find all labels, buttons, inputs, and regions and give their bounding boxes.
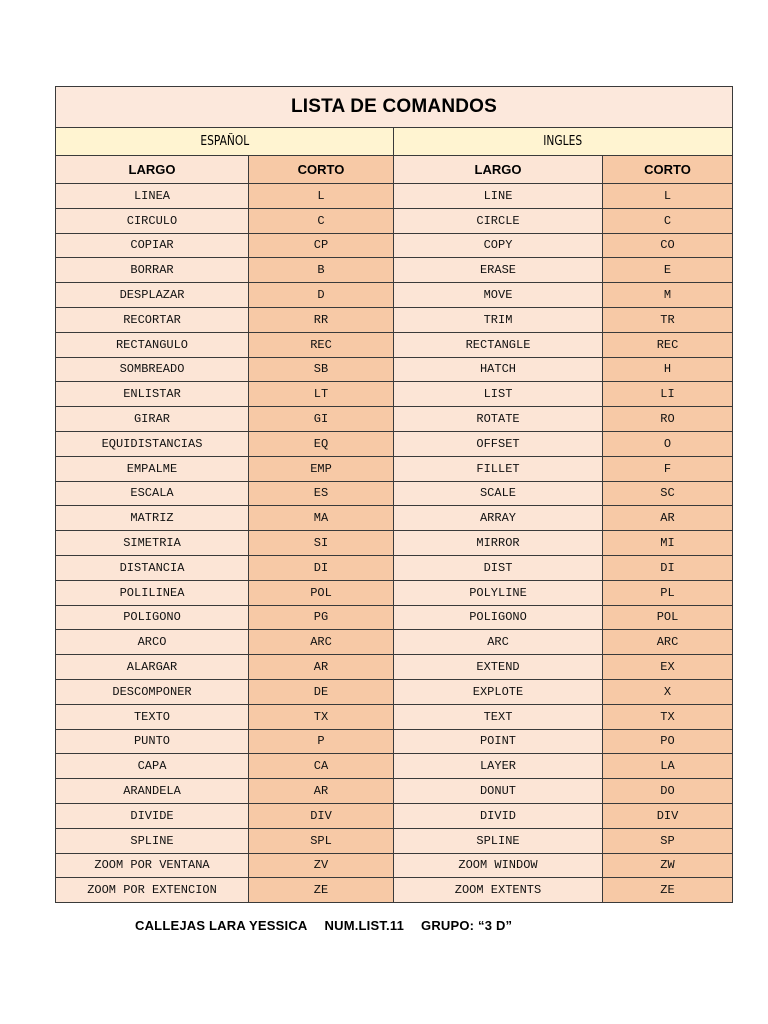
commands-table-body: [56, 87, 733, 903]
footer-group: GRUPO: “3 D”: [421, 918, 513, 933]
spanish-long-cell: ARCO: [56, 630, 249, 655]
table-row: [56, 283, 733, 308]
spanish-long-cell: SPLINE: [56, 828, 249, 853]
spanish-long-cell: LINEA: [56, 184, 249, 209]
table-title: LISTA DE COMANDOS: [56, 87, 733, 128]
english-short-cell: AR: [603, 506, 733, 531]
column-header-row: [56, 156, 733, 184]
english-long-cell: ARC: [394, 630, 603, 655]
english-long-cell: DIST: [394, 555, 603, 580]
table-row: [56, 605, 733, 630]
english-short-cell: PO: [603, 729, 733, 754]
title-row: [56, 87, 733, 128]
english-short-cell: POL: [603, 605, 733, 630]
table-row: [56, 407, 733, 432]
english-long-cell: ARRAY: [394, 506, 603, 531]
english-long-cell: DIVID: [394, 803, 603, 828]
spanish-long-cell: PUNTO: [56, 729, 249, 754]
english-long-cell: POLYLINE: [394, 580, 603, 605]
english-short-cell: REC: [603, 332, 733, 357]
spanish-short-cell: RR: [249, 307, 394, 332]
spanish-short-cell: CP: [249, 233, 394, 258]
english-short-cell: DIV: [603, 803, 733, 828]
table-row: [56, 828, 733, 853]
spanish-long-cell: ENLISTAR: [56, 382, 249, 407]
english-long-cell: POINT: [394, 729, 603, 754]
english-long-cell: ERASE: [394, 258, 603, 283]
spanish-short-cell: ARC: [249, 630, 394, 655]
table-row: [56, 382, 733, 407]
spanish-short-cell: B: [249, 258, 394, 283]
spanish-long-cell: DESPLAZAR: [56, 283, 249, 308]
english-long-cell: ZOOM EXTENTS: [394, 878, 603, 903]
english-short-cell: DO: [603, 779, 733, 804]
english-short-cell: LI: [603, 382, 733, 407]
english-long-cell: ROTATE: [394, 407, 603, 432]
english-short-cell: ZW: [603, 853, 733, 878]
spanish-short-cell: LT: [249, 382, 394, 407]
table-row: [56, 307, 733, 332]
spanish-short-cell: SI: [249, 531, 394, 556]
table-row: [56, 531, 733, 556]
spanish-short-cell: ZV: [249, 853, 394, 878]
table-row: [56, 184, 733, 209]
spanish-short-cell: REC: [249, 332, 394, 357]
spanish-long-cell: CAPA: [56, 754, 249, 779]
spanish-short-cell: ES: [249, 481, 394, 506]
spanish-long-cell: ALARGAR: [56, 655, 249, 680]
english-short-cell: E: [603, 258, 733, 283]
english-long-cell: DONUT: [394, 779, 603, 804]
english-long-cell: OFFSET: [394, 431, 603, 456]
spanish-short-cell: C: [249, 208, 394, 233]
english-long-cell: HATCH: [394, 357, 603, 382]
table-row: [56, 754, 733, 779]
spanish-short-cell: DIV: [249, 803, 394, 828]
english-short-cell: X: [603, 679, 733, 704]
spanish-short-cell: AR: [249, 779, 394, 804]
spanish-long-cell: DIVIDE: [56, 803, 249, 828]
table-row: [56, 357, 733, 382]
table-row: [56, 580, 733, 605]
spanish-long-cell: SOMBREADO: [56, 357, 249, 382]
english-long-cell: SPLINE: [394, 828, 603, 853]
footer-list-number: NUM.LIST.11: [324, 918, 405, 933]
table-row: [56, 233, 733, 258]
language-row: [56, 128, 733, 156]
spanish-long-cell: RECORTAR: [56, 307, 249, 332]
spanish-long-cell: POLILINEA: [56, 580, 249, 605]
table-row: [56, 803, 733, 828]
english-short-cell: F: [603, 456, 733, 481]
english-short-cell: RO: [603, 407, 733, 432]
table-row: [56, 555, 733, 580]
english-long-cell: ZOOM WINDOW: [394, 853, 603, 878]
table-row: [56, 729, 733, 754]
english-long-cell: RECTANGLE: [394, 332, 603, 357]
english-short-cell: SC: [603, 481, 733, 506]
table-row: [56, 853, 733, 878]
table-row: [56, 332, 733, 357]
english-long-cell: MIRROR: [394, 531, 603, 556]
spanish-short-cell: D: [249, 283, 394, 308]
english-long-cell: FILLET: [394, 456, 603, 481]
spanish-long-cell: BORRAR: [56, 258, 249, 283]
spanish-short-cell: TX: [249, 704, 394, 729]
spanish-long-cell: TEXTO: [56, 704, 249, 729]
table-row: [56, 431, 733, 456]
english-short-cell: SP: [603, 828, 733, 853]
english-short-cell: O: [603, 431, 733, 456]
table-row: [56, 456, 733, 481]
table-row: [56, 655, 733, 680]
english-short-cell: H: [603, 357, 733, 382]
spanish-short-cell: SPL: [249, 828, 394, 853]
spanish-long-cell: ZOOM POR EXTENCION: [56, 878, 249, 903]
table-row: [56, 506, 733, 531]
english-long-cell: MOVE: [394, 283, 603, 308]
spanish-long-cell: ZOOM POR VENTANA: [56, 853, 249, 878]
spanish-short-header: CORTO: [249, 156, 394, 184]
spanish-long-cell: MATRIZ: [56, 506, 249, 531]
english-short-cell: CO: [603, 233, 733, 258]
spanish-short-cell: GI: [249, 407, 394, 432]
english-long-cell: LAYER: [394, 754, 603, 779]
spanish-long-cell: ARANDELA: [56, 779, 249, 804]
spanish-long-cell: DISTANCIA: [56, 555, 249, 580]
english-short-cell: TX: [603, 704, 733, 729]
spanish-short-cell: ZE: [249, 878, 394, 903]
spanish-short-cell: MA: [249, 506, 394, 531]
table-row: [56, 878, 733, 903]
spanish-long-cell: ESCALA: [56, 481, 249, 506]
spanish-short-cell: P: [249, 729, 394, 754]
table-row: [56, 630, 733, 655]
english-short-cell: M: [603, 283, 733, 308]
english-short-cell: C: [603, 208, 733, 233]
english-long-header: LARGO: [394, 156, 603, 184]
spanish-short-cell: AR: [249, 655, 394, 680]
spanish-long-cell: GIRAR: [56, 407, 249, 432]
spanish-short-cell: EMP: [249, 456, 394, 481]
spanish-short-cell: CA: [249, 754, 394, 779]
spanish-short-cell: SB: [249, 357, 394, 382]
spanish-short-cell: EQ: [249, 431, 394, 456]
english-short-cell: ZE: [603, 878, 733, 903]
table-row: [56, 208, 733, 233]
english-long-cell: SCALE: [394, 481, 603, 506]
english-short-cell: LA: [603, 754, 733, 779]
english-short-cell: PL: [603, 580, 733, 605]
table-row: [56, 779, 733, 804]
english-long-cell: LIST: [394, 382, 603, 407]
spanish-short-cell: POL: [249, 580, 394, 605]
spanish-long-cell: DESCOMPONER: [56, 679, 249, 704]
spanish-long-cell: EMPALME: [56, 456, 249, 481]
spanish-long-header: LARGO: [56, 156, 249, 184]
english-long-cell: EXTEND: [394, 655, 603, 680]
english-header: INGLES: [543, 134, 583, 149]
footer-name: CALLEJAS LARA YESSICA: [135, 918, 308, 933]
english-long-cell: COPY: [394, 233, 603, 258]
english-long-cell: CIRCLE: [394, 208, 603, 233]
footer-line: [135, 918, 512, 933]
spanish-short-cell: DI: [249, 555, 394, 580]
english-short-cell: L: [603, 184, 733, 209]
english-short-cell: TR: [603, 307, 733, 332]
commands-table: [55, 86, 733, 903]
spanish-long-cell: SIMETRIA: [56, 531, 249, 556]
table-row: [56, 258, 733, 283]
english-short-cell: DI: [603, 555, 733, 580]
spanish-short-cell: DE: [249, 679, 394, 704]
spanish-long-cell: RECTANGULO: [56, 332, 249, 357]
table-row: [56, 679, 733, 704]
english-short-header: CORTO: [603, 156, 733, 184]
table-row: [56, 704, 733, 729]
english-short-cell: ARC: [603, 630, 733, 655]
spanish-long-cell: EQUIDISTANCIAS: [56, 431, 249, 456]
spanish-short-cell: L: [249, 184, 394, 209]
english-long-cell: EXPLOTE: [394, 679, 603, 704]
spanish-header-cell: [56, 128, 394, 156]
english-header-cell: [394, 128, 733, 156]
english-long-cell: POLIGONO: [394, 605, 603, 630]
table-row: [56, 481, 733, 506]
spanish-header: ESPAÑOL: [200, 134, 249, 149]
english-short-cell: EX: [603, 655, 733, 680]
spanish-long-cell: COPIAR: [56, 233, 249, 258]
english-long-cell: LINE: [394, 184, 603, 209]
spanish-short-cell: PG: [249, 605, 394, 630]
spanish-long-cell: POLIGONO: [56, 605, 249, 630]
spanish-long-cell: CIRCULO: [56, 208, 249, 233]
english-long-cell: TEXT: [394, 704, 603, 729]
english-long-cell: TRIM: [394, 307, 603, 332]
english-short-cell: MI: [603, 531, 733, 556]
